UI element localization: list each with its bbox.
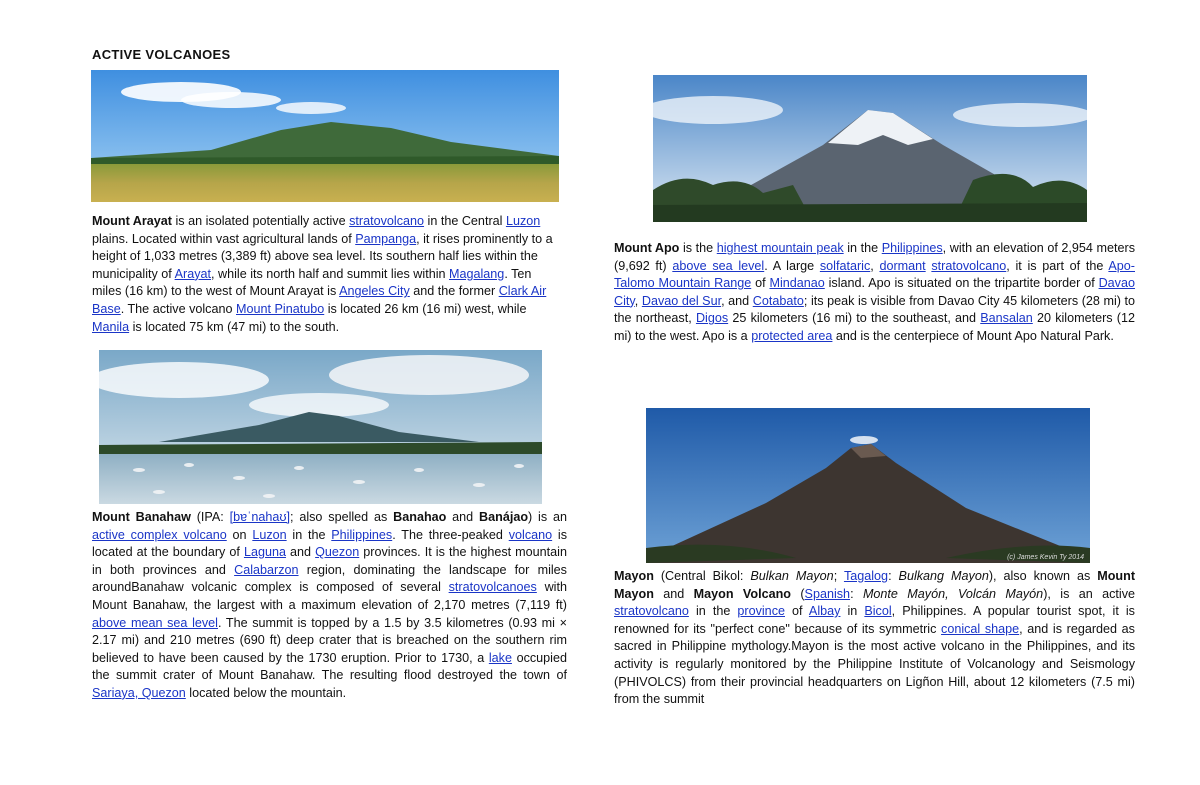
link-sariaya-quezon[interactable]: Sariaya, Quezon [92,685,186,700]
text: . The three-peaked [392,527,509,542]
link-clark-air-base[interactable]: Clark Air Base [92,284,547,316]
text: 20 kilometers (12 mi) to the west. Apo is a [614,311,1136,343]
text: (IPA: [190,510,230,524]
page-title: ACTIVE VOLCANOES [92,47,231,62]
link-tagalog[interactable]: Tagalog [843,569,889,583]
text: . Ten miles (16 km) to the west of Mount Arayat is [92,266,532,299]
text: , it rises prominently to a height of 1,033 metres (3,389 ft) above sea level. Its southern half lies within the municipality of [92,231,553,281]
text: island. Apo is situated on the tripartite border of [824,276,1099,291]
text: ; its peak is visible from Davao City 45 kilometers (28 mi) to the northeast, [614,293,1136,326]
text: (Central Bikol: [653,569,751,583]
arayat-photo [91,70,559,202]
link-lake[interactable]: lake [488,650,512,665]
text: occupied the summit crater of Mount Banahaw. The resulting flood destroyed the town of [92,650,567,683]
link-volcano[interactable]: volcano [508,527,553,542]
text: and [285,545,316,560]
link-stratovolcanoes[interactable]: stratovolcanoes [448,580,537,595]
text: , while its north half and summit lies within [211,266,449,281]
photo-credit: (c) James Kevin Ty 2014 [1007,554,1084,561]
text: 25 kilometers (16 mi) to the southeast, and [728,311,981,326]
link-luzon[interactable]: Luzon [505,214,541,228]
text: and the former [409,284,499,299]
text: ( [790,586,805,601]
link-angeles-city[interactable]: Angeles City [339,284,410,299]
text: of [785,604,809,619]
link-stratovolcano[interactable]: stratovolcano [931,258,1007,273]
text: and [653,586,694,601]
text: is located 26 km (16 mi) west, while [324,301,527,316]
alt-name: Mount Mayon [614,569,1136,601]
text: : [888,569,899,583]
text: of [751,276,770,291]
link-protected-area[interactable]: protected area [751,328,833,343]
link-quezon[interactable]: Quezon [315,545,360,560]
text: and [446,510,480,524]
link-pampanga[interactable]: Pampanga [355,231,417,246]
link-manila[interactable]: Manila [92,319,130,334]
link-cotabato[interactable]: Cotabato [752,293,804,308]
text: ; also spelled as [290,510,394,524]
banahaw-name: Mount Banahaw [92,510,191,524]
text: , [870,258,880,273]
text: in the [688,604,738,619]
link-philippines[interactable]: Philippines [331,527,393,542]
link-bicol[interactable]: Bicol [864,604,892,619]
link-active-complex-volcano[interactable]: active complex volcano [92,527,227,542]
local-name: Bulkan Mayon [750,569,834,583]
banahaw-photo [99,350,542,504]
text: ; [833,569,844,583]
text: , with an elevation of 2,954 meters (9,692 ft) [614,241,1135,273]
link-laguna[interactable]: Laguna [243,545,286,560]
banahaw-paragraph [92,509,567,703]
text: provinces. It is the highest mountain in both provinces and [92,545,567,577]
link-davao-del-sur[interactable]: Davao del Sur [641,293,722,308]
text: with Mount Banahaw, the largest with a maximum elevation of 2,170 metres (7,119 ft) [92,580,567,612]
text: is an isolated potentially active [172,214,350,228]
text: plains. Located within vast agricultural lands of [92,231,356,246]
link-highest-mountain-peak[interactable]: highest mountain peak [716,241,844,255]
text: is the [679,241,717,255]
mayon-paragraph [614,568,1135,709]
link-philippines[interactable]: Philippines [881,241,943,255]
text: ), also known as [988,569,1098,583]
link-spanish[interactable]: Spanish [804,586,851,601]
text: , [634,293,642,308]
text: ), is an active [1043,586,1136,601]
text: and is the centerpiece of Mount Apo Natural Park. [832,328,1114,343]
local-name: Bulkang Mayon [898,569,989,583]
link-stratovolcano[interactable]: stratovolcano [349,214,425,228]
text: is located 75 km (47 mi) to the south. [129,319,340,334]
text: . The summit is topped by a 1.5 by 3.5 kilometres (0.93 mi × 2.17 mi) and 210 metres (690 ft) deep crater that is breached on the southern rim believed to have been caused by the 1730 eruption. Prior to 1730, a [92,615,567,665]
text: located below the mountain. [185,685,347,700]
link-digos[interactable]: Digos [695,311,729,326]
text: , and [721,293,753,308]
text: , Philippines. A popular tourist spot, it is renowned for its "perfect cone" because of its symmetric [614,604,1135,636]
text: ) is an [528,510,567,524]
apo-paragraph [614,240,1135,346]
link-ipa[interactable]: [bɐˈnahaʊ] [229,510,290,524]
text: , it is part of the [1006,258,1109,273]
alt-name: Mayon Volcano [693,586,791,601]
text: in the [843,241,882,255]
arayat-paragraph [92,213,562,336]
text: in the Central [424,214,506,228]
arayat-name: Mount Arayat [92,214,172,228]
local-name: Monte Mayón, Volcán Mayón [862,586,1044,601]
link-above-sea-level[interactable]: above sea level [672,258,765,273]
link-apo-talomo-range[interactable]: Apo-Talomo Mountain Range [614,258,1135,291]
text: is located at the boundary of [92,527,568,560]
link-calabarzon[interactable]: Calabarzon [234,562,299,577]
text: in [840,604,865,619]
apo-name: Mount Apo [614,241,680,255]
link-albay[interactable]: Albay [808,604,841,619]
link-above-mean-sea-level[interactable]: above mean sea level [92,615,218,630]
link-stratovolcano[interactable]: stratovolcano [614,604,689,619]
apo-photo [653,75,1087,222]
link-mount-pinatubo[interactable]: Mount Pinatubo [236,301,325,316]
alt-name: Banahao [393,510,447,524]
link-magalang[interactable]: Magalang [449,266,505,281]
text: . The active volcano [120,301,236,316]
link-davao-city[interactable]: Davao City [614,276,1135,308]
link-bansalan[interactable]: Bansalan [980,311,1033,326]
text: in the [286,527,332,542]
alt-name: Banájao [479,510,529,524]
link-mindanao[interactable]: Mindanao [769,276,825,291]
link-province[interactable]: province [737,604,785,619]
link-conical-shape[interactable]: conical shape [941,621,1020,636]
link-arayat[interactable]: Arayat [174,266,212,281]
text: , and is regarded as sacred in Philippine mythology.Mayon is the most active volcano in the Philippines, and its activity is regularly monitored by the Philippine Institute of Volcanology and Seismology (PHIVOLCS) from their provincial headquarters on Ligñon Hill, about 12 kilometers (7.5 mi) from the summit [614,621,1135,707]
link-dormant[interactable]: dormant [879,258,926,273]
text: : [850,586,863,601]
link-luzon[interactable]: Luzon [252,527,287,542]
text: region, dominating the landscape for miles aroundBanahaw volcanic complex is composed of several [92,562,567,595]
text: on [226,527,253,542]
link-solfataric[interactable]: solfataric [819,258,871,273]
mayon-name: Mayon [614,569,654,583]
text: . A large [764,258,820,273]
mayon-photo [646,408,1090,563]
